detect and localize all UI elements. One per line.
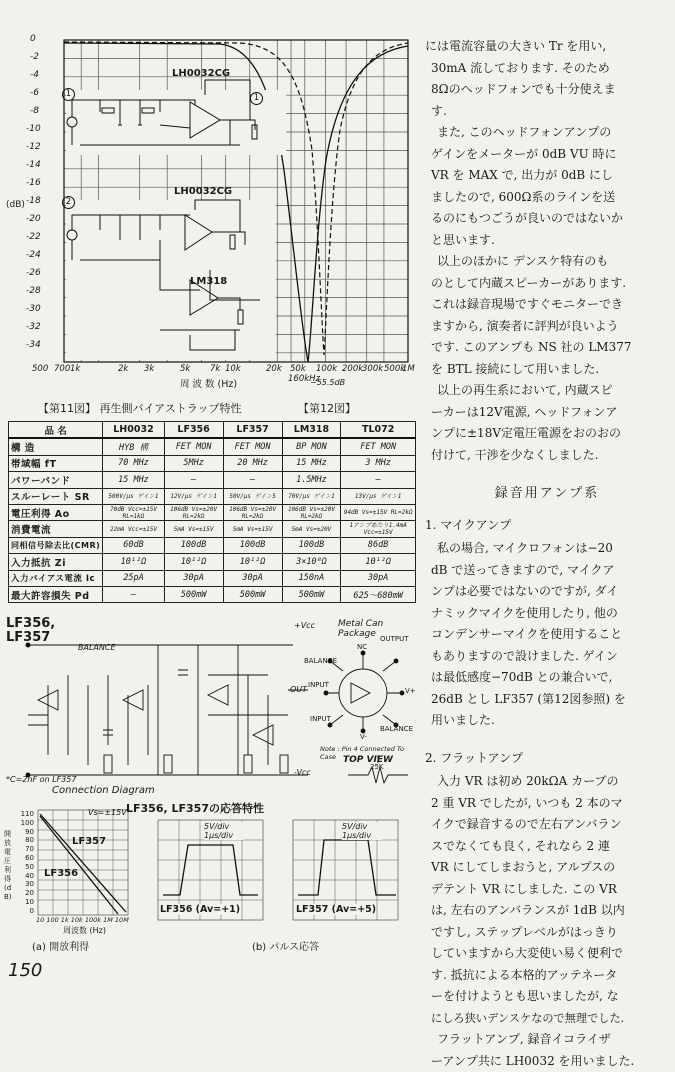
y-tick-1: -2 <box>30 52 39 62</box>
y-tick-0: 0 <box>30 34 36 44</box>
x-tick-7k: 7k <box>210 364 220 374</box>
text-line: にしろ狭いデンスケなので無理でした. <box>425 1008 669 1030</box>
x-tick-3k: 3k <box>144 364 154 374</box>
subsection-heading-1: 1. マイクアンプ <box>425 515 669 537</box>
text-line: は, 左右のアンバランスが 1dB 以内 <box>425 900 669 922</box>
table-cell: 22mA Vcc=±15V <box>103 521 164 537</box>
row-label: 入力抵抗 Zi <box>9 554 103 570</box>
table-cell: 15 MHz <box>103 472 164 488</box>
text-line: VR を MAX で, 出力が 0dB にし <box>425 165 669 187</box>
vcc-plus-label: +Vcc <box>294 621 315 630</box>
y-tick-5: -10 <box>26 124 41 134</box>
y-tick-4: -8 <box>30 106 39 116</box>
amp3-label: LM318 <box>190 276 227 287</box>
table-cell: 70dB Vcc=±15V RL=1kΩ <box>103 504 164 520</box>
text-line: コンデンサーマイクを使用すること <box>425 624 669 646</box>
text-line: 付けて, 干渉を少なくしました. <box>425 445 669 467</box>
body-text-column <box>425 36 669 1072</box>
gain-ytick: 0 <box>8 907 34 916</box>
table-row <box>9 537 416 553</box>
balance-label: BALANCE <box>78 643 116 652</box>
table-row <box>9 488 416 504</box>
trim-pot-label: 25K <box>370 763 384 771</box>
bias-trap-chart <box>40 30 415 372</box>
table-cell: 94dB Vs=±15V RL=2kΩ <box>341 504 416 520</box>
text-line: 26dB とし LF357 (第12図参照) を <box>425 689 669 711</box>
table-cell: — <box>103 586 164 602</box>
text-line: は最低感度−70dB との兼合いで, <box>425 667 669 689</box>
text-line: ましたので, 600Ω系のラインを送 <box>425 187 669 209</box>
header-cell: LH0032 <box>103 422 164 439</box>
amp1-label: LH0032CG <box>172 68 230 79</box>
table-cell: 15 MHz <box>282 455 341 471</box>
x-tick-5k: 5k <box>180 364 190 374</box>
x-tick-100k: 100k <box>316 364 337 374</box>
text-line: また, このヘッドフォンアンプの <box>425 122 669 144</box>
x-axis-title: 周 波 数 (Hz) <box>180 376 237 390</box>
table-row <box>9 554 416 570</box>
y-tick-11: -22 <box>26 232 41 242</box>
x-tick-160k: 160kHz <box>288 374 320 384</box>
text-line: ンプは必要ではないのですが, ダイ <box>425 581 669 603</box>
text-line: 入力 VR は初め 20kΩA カーブの <box>425 771 669 793</box>
text-line: 用いました. <box>425 710 669 732</box>
gain-ylabel: 開放電圧利得 (dB) <box>4 830 12 902</box>
text-line: ゲインをメーターが 0dB VU 時に <box>425 144 669 166</box>
y-tick-16: -32 <box>26 322 41 332</box>
row-label: 最大許容損失 Pd <box>9 586 103 602</box>
curve-1-marker: 1 <box>250 92 263 105</box>
row-label: 構 造 <box>9 438 103 455</box>
row-label: スルーレート SR <box>9 488 103 504</box>
table-cell: 10¹²Ω <box>103 554 164 570</box>
text-line: ナミックマイクを使用したり, 他の <box>425 603 669 625</box>
table-cell: 3 MHz <box>341 455 416 471</box>
y-tick-17: -34 <box>26 340 41 350</box>
subcaption-a: (a) 開放利得 <box>32 938 89 953</box>
gain-ytick: 80 <box>8 836 34 845</box>
circle-2-marker: 2 <box>62 196 75 209</box>
y-tick-10: -20 <box>26 214 41 224</box>
text-line: これは録音現場ですぐモニターでき <box>425 294 669 316</box>
table-cell: 1.5MHz <box>282 472 341 488</box>
y-axis-unit: (dB) <box>6 200 25 210</box>
text-line: と思います. <box>425 230 669 252</box>
gain-ytick: 90 <box>8 828 34 837</box>
package-label: Metal Can Package <box>338 619 420 639</box>
table-row <box>9 570 416 586</box>
y-tick-6: -12 <box>26 142 41 152</box>
row-label: 同相信号除去比(CMR) <box>9 537 103 553</box>
table-cell: BP MON <box>282 438 341 455</box>
fig11-caption: 【第11図】 再生側バイアストラップ特性 <box>38 400 242 416</box>
table-row <box>9 521 416 537</box>
table-cell: — <box>223 472 282 488</box>
gain-xticks: 10 100 1k 10k 100k 1M 10M <box>36 916 129 924</box>
gain-ytick: 70 <box>8 845 34 854</box>
table-row <box>9 472 416 488</box>
gain-xtitle: 周波数 (Hz) <box>63 925 106 936</box>
text-line: るのにもつごうが良いのではないか <box>425 208 669 230</box>
table-row <box>9 455 416 471</box>
row-label: パワーバンド <box>9 472 103 488</box>
pulse2-label: LF357 (Av=+5) <box>296 904 376 915</box>
table-cell: 106dB Vs=±20V RL=2kΩ <box>223 504 282 520</box>
vs-label: Vs=±15V <box>88 808 127 817</box>
gain-ytick: 50 <box>8 863 34 872</box>
pkg-output-label: OUTPUT <box>380 635 409 643</box>
table-cell: 25pA <box>103 570 164 586</box>
text-line: です. このアンプも NS 社の LM377 <box>425 337 669 359</box>
pkg-vminus-label: V- <box>360 733 367 741</box>
table-header-row <box>9 422 416 439</box>
text-line: す. 抵抗による本格的アッテネータ <box>425 965 669 987</box>
x-tick-50k: 50k <box>290 364 306 374</box>
section-heading: 録音用アンプ系 <box>425 483 669 505</box>
pkg-balance-label: BALANCE <box>304 657 337 665</box>
table-cell: 50V/μs ゲイン5 <box>223 488 282 504</box>
header-cell: 品 名 <box>9 422 103 439</box>
row-label: 電圧利得 Ao <box>9 504 103 520</box>
page-number: 150 <box>8 960 42 981</box>
out-label: OUT <box>290 685 307 694</box>
table-cell: 150nA <box>282 570 341 586</box>
text-line: のとして内蔵スピーカーがあります. <box>425 273 669 295</box>
amp2-label: LH0032CG <box>174 186 232 197</box>
table-cell: 30pA <box>341 570 416 586</box>
table-cell: 106dB Vs=±20V RL=2kΩ <box>164 504 223 520</box>
row-label: 入力バイアス電流 Ic <box>9 570 103 586</box>
x-tick-10k: 10k <box>225 364 241 374</box>
y-tick-7: -14 <box>26 160 41 170</box>
text-line: ーカーは12V電源, ヘッドフォンア <box>425 402 669 424</box>
pulse1-label: LF356 (Av=+1) <box>160 904 240 915</box>
x-tick-300k: 300k <box>362 364 383 374</box>
table-cell: 500mW <box>164 586 223 602</box>
table-row <box>9 438 416 455</box>
pkg-vplus-label: V+ <box>405 687 416 695</box>
connection-diagram-caption: Connection Diagram <box>52 785 155 796</box>
y-tick-3: -6 <box>30 88 39 98</box>
x-tick-20k: 20k <box>266 364 282 374</box>
table-cell: 30pA <box>223 570 282 586</box>
text-line: ーアンプ共に LH0032 を用いました. <box>425 1051 669 1072</box>
gain-ytick: 20 <box>8 889 34 898</box>
table-cell: 10¹²Ω <box>164 554 223 570</box>
text-line: スでなくても良く, それなら 2 連 <box>425 836 669 858</box>
pkg-balance2-label: BALANCE <box>380 725 413 733</box>
table-cell: FET MON <box>164 438 223 455</box>
table-cell: HYB 構 <box>103 438 164 455</box>
table-cell: 5MHz <box>164 455 223 471</box>
x-tick-2k: 2k <box>118 364 128 374</box>
table-cell: 20 MHz <box>223 455 282 471</box>
text-line: ンプに±18V定電圧電源をおのおの <box>425 423 669 445</box>
table-row <box>9 586 416 602</box>
table-cell: — <box>164 472 223 488</box>
table-cell: 106dB Vs=±20V RL=2kΩ <box>282 504 341 520</box>
op-amp-spec-table <box>8 421 416 603</box>
header-cell: LF357 <box>223 422 282 439</box>
text-line: 2 重 VR でしたが, いつも 2 本のマ <box>425 793 669 815</box>
table-cell: 10¹²Ω <box>341 554 416 570</box>
fig12-response <box>8 800 420 950</box>
table-cell: 10¹²Ω <box>223 554 282 570</box>
header-cell: LF356 <box>164 422 223 439</box>
text-line: 30mA 流しております. そのため <box>425 58 669 80</box>
text-line: もありますので設けました. ゲイン <box>425 646 669 668</box>
pkg-top-view: TOP VIEW <box>343 755 393 765</box>
table-cell: 30pA <box>164 570 223 586</box>
table-cell: FET MON <box>223 438 282 455</box>
x-tick-200k: 200k <box>342 364 363 374</box>
table-cell: 86dB <box>341 537 416 553</box>
subcaption-b: (b) パルス応答 <box>252 938 319 953</box>
gain-ytick: 110 <box>8 810 34 819</box>
text-line: イクで録音するので左右アンバラン <box>425 814 669 836</box>
table-cell: 100dB <box>223 537 282 553</box>
table-cell: 70V/μs ゲイン1 <box>282 488 341 504</box>
gain-ytick: 100 <box>8 819 34 828</box>
row-label: 帯域幅 fT <box>9 455 103 471</box>
y-tick-9: -18 <box>26 196 41 206</box>
lf356-schematic <box>8 615 420 800</box>
table-row <box>9 504 416 520</box>
text-line: フラットアンプ, 録音イコライザ <box>425 1029 669 1051</box>
table-cell: 13V/μs ゲイン1 <box>341 488 416 504</box>
figure-11 <box>40 30 410 370</box>
x-tick-1M: 1M <box>402 364 415 374</box>
text-line: 以上のほかに デンスケ特有のも <box>425 251 669 273</box>
text-line: VR にしてしまおうと, アルプスの <box>425 857 669 879</box>
pulse2-scale: 5V/div 1μs/div <box>342 822 382 840</box>
table-cell: 100dB <box>282 537 341 553</box>
text-line: には電流容量の大きい Tr を用い, <box>425 36 669 58</box>
schematic-title: LF356, LF357 <box>6 617 58 645</box>
gain-ytick: 10 <box>8 898 34 907</box>
table-cell: 5mA Vs=±20V <box>282 521 341 537</box>
table-cell: — <box>341 472 416 488</box>
table-cell: 625～680mW <box>341 586 416 602</box>
y-tick-14: -28 <box>26 286 41 296</box>
y-tick-2: -4 <box>30 70 39 80</box>
y-tick-12: -24 <box>26 250 41 260</box>
pkg-note: Note : Pin 4 Connected To Case <box>320 745 420 761</box>
x-tick-500k: 500k <box>384 364 405 374</box>
table-cell: 500mW <box>282 586 341 602</box>
header-cell: LM318 <box>282 422 341 439</box>
text-line: していますから大変使い易く便利で <box>425 943 669 965</box>
dip-label: −55.5dB <box>310 378 345 387</box>
text-line: ーを付けようとも思いましたが, な <box>425 986 669 1008</box>
x-tick-700: 700 <box>54 364 70 374</box>
text-line: デテント VR にしました. この VR <box>425 879 669 901</box>
pulse1-scale: 5V/div 1μs/div <box>204 822 244 840</box>
table-cell: 70 MHz <box>103 455 164 471</box>
subsection-heading-2: 2. フラットアンプ <box>425 748 669 770</box>
text-line: 8Ωのヘッドフォンでも十分使えま <box>425 79 669 101</box>
fig12-title: LF356, LF357の応答特性 <box>126 800 264 816</box>
table-cell: 12V/μs ゲイン1 <box>164 488 223 504</box>
circle-1-marker: 1 <box>62 88 75 101</box>
fig12-caption: 【第12図】 <box>298 400 356 416</box>
pkg-nc-label: NC <box>357 643 367 651</box>
gain-ytick: 40 <box>8 872 34 881</box>
x-tick-1k: 1k <box>70 364 80 374</box>
text-line: 私の場合, マイクロフォンは−20 <box>425 538 669 560</box>
text-line: ますから, 演奏者に評判が良いよう <box>425 316 669 338</box>
text-line: ですし, ステップレベルがはっきり <box>425 922 669 944</box>
table-cell: 60dB <box>103 537 164 553</box>
text-line: す. <box>425 101 669 123</box>
y-tick-13: -26 <box>26 268 41 278</box>
pkg-input-minus-label: INPUT <box>308 681 329 689</box>
y-tick-15: -30 <box>26 304 41 314</box>
text-line: 以上の再生系において, 内蔵スピ <box>425 380 669 402</box>
row-label: 消費電流 <box>9 521 103 537</box>
header-cell: TL072 <box>341 422 416 439</box>
text-line: を BTL 接続にして用いました. <box>425 359 669 381</box>
y-tick-8: -16 <box>26 178 41 188</box>
table-cell: 5mA Vs=±15V <box>164 521 223 537</box>
table-cell: 500V/μs ゲイン1 <box>103 488 164 504</box>
pkg-input-plus-label: INPUT <box>310 715 331 723</box>
table-cell: 3×10⁸Ω <box>282 554 341 570</box>
lf356-gain-label: LF356 <box>44 868 78 879</box>
table-cell: 5mA Vs=±15V <box>223 521 282 537</box>
gain-ytick: 60 <box>8 854 34 863</box>
lf357-gain-label: LF357 <box>72 836 106 847</box>
table-cell: 100dB <box>164 537 223 553</box>
table-cell: 1アンプあたり1.4mA Vcc=±15V <box>341 521 416 537</box>
capacitor-note: *C=2nF on LF357 <box>6 775 76 784</box>
vcc-minus-label: -Vcc <box>294 768 311 777</box>
gain-ytick: 30 <box>8 880 34 889</box>
table-cell: FET MON <box>341 438 416 455</box>
table-cell: 500mW <box>223 586 282 602</box>
x-tick-500: 500 <box>32 364 48 374</box>
text-line: dB で送ってきますので, マイクア <box>425 560 669 582</box>
